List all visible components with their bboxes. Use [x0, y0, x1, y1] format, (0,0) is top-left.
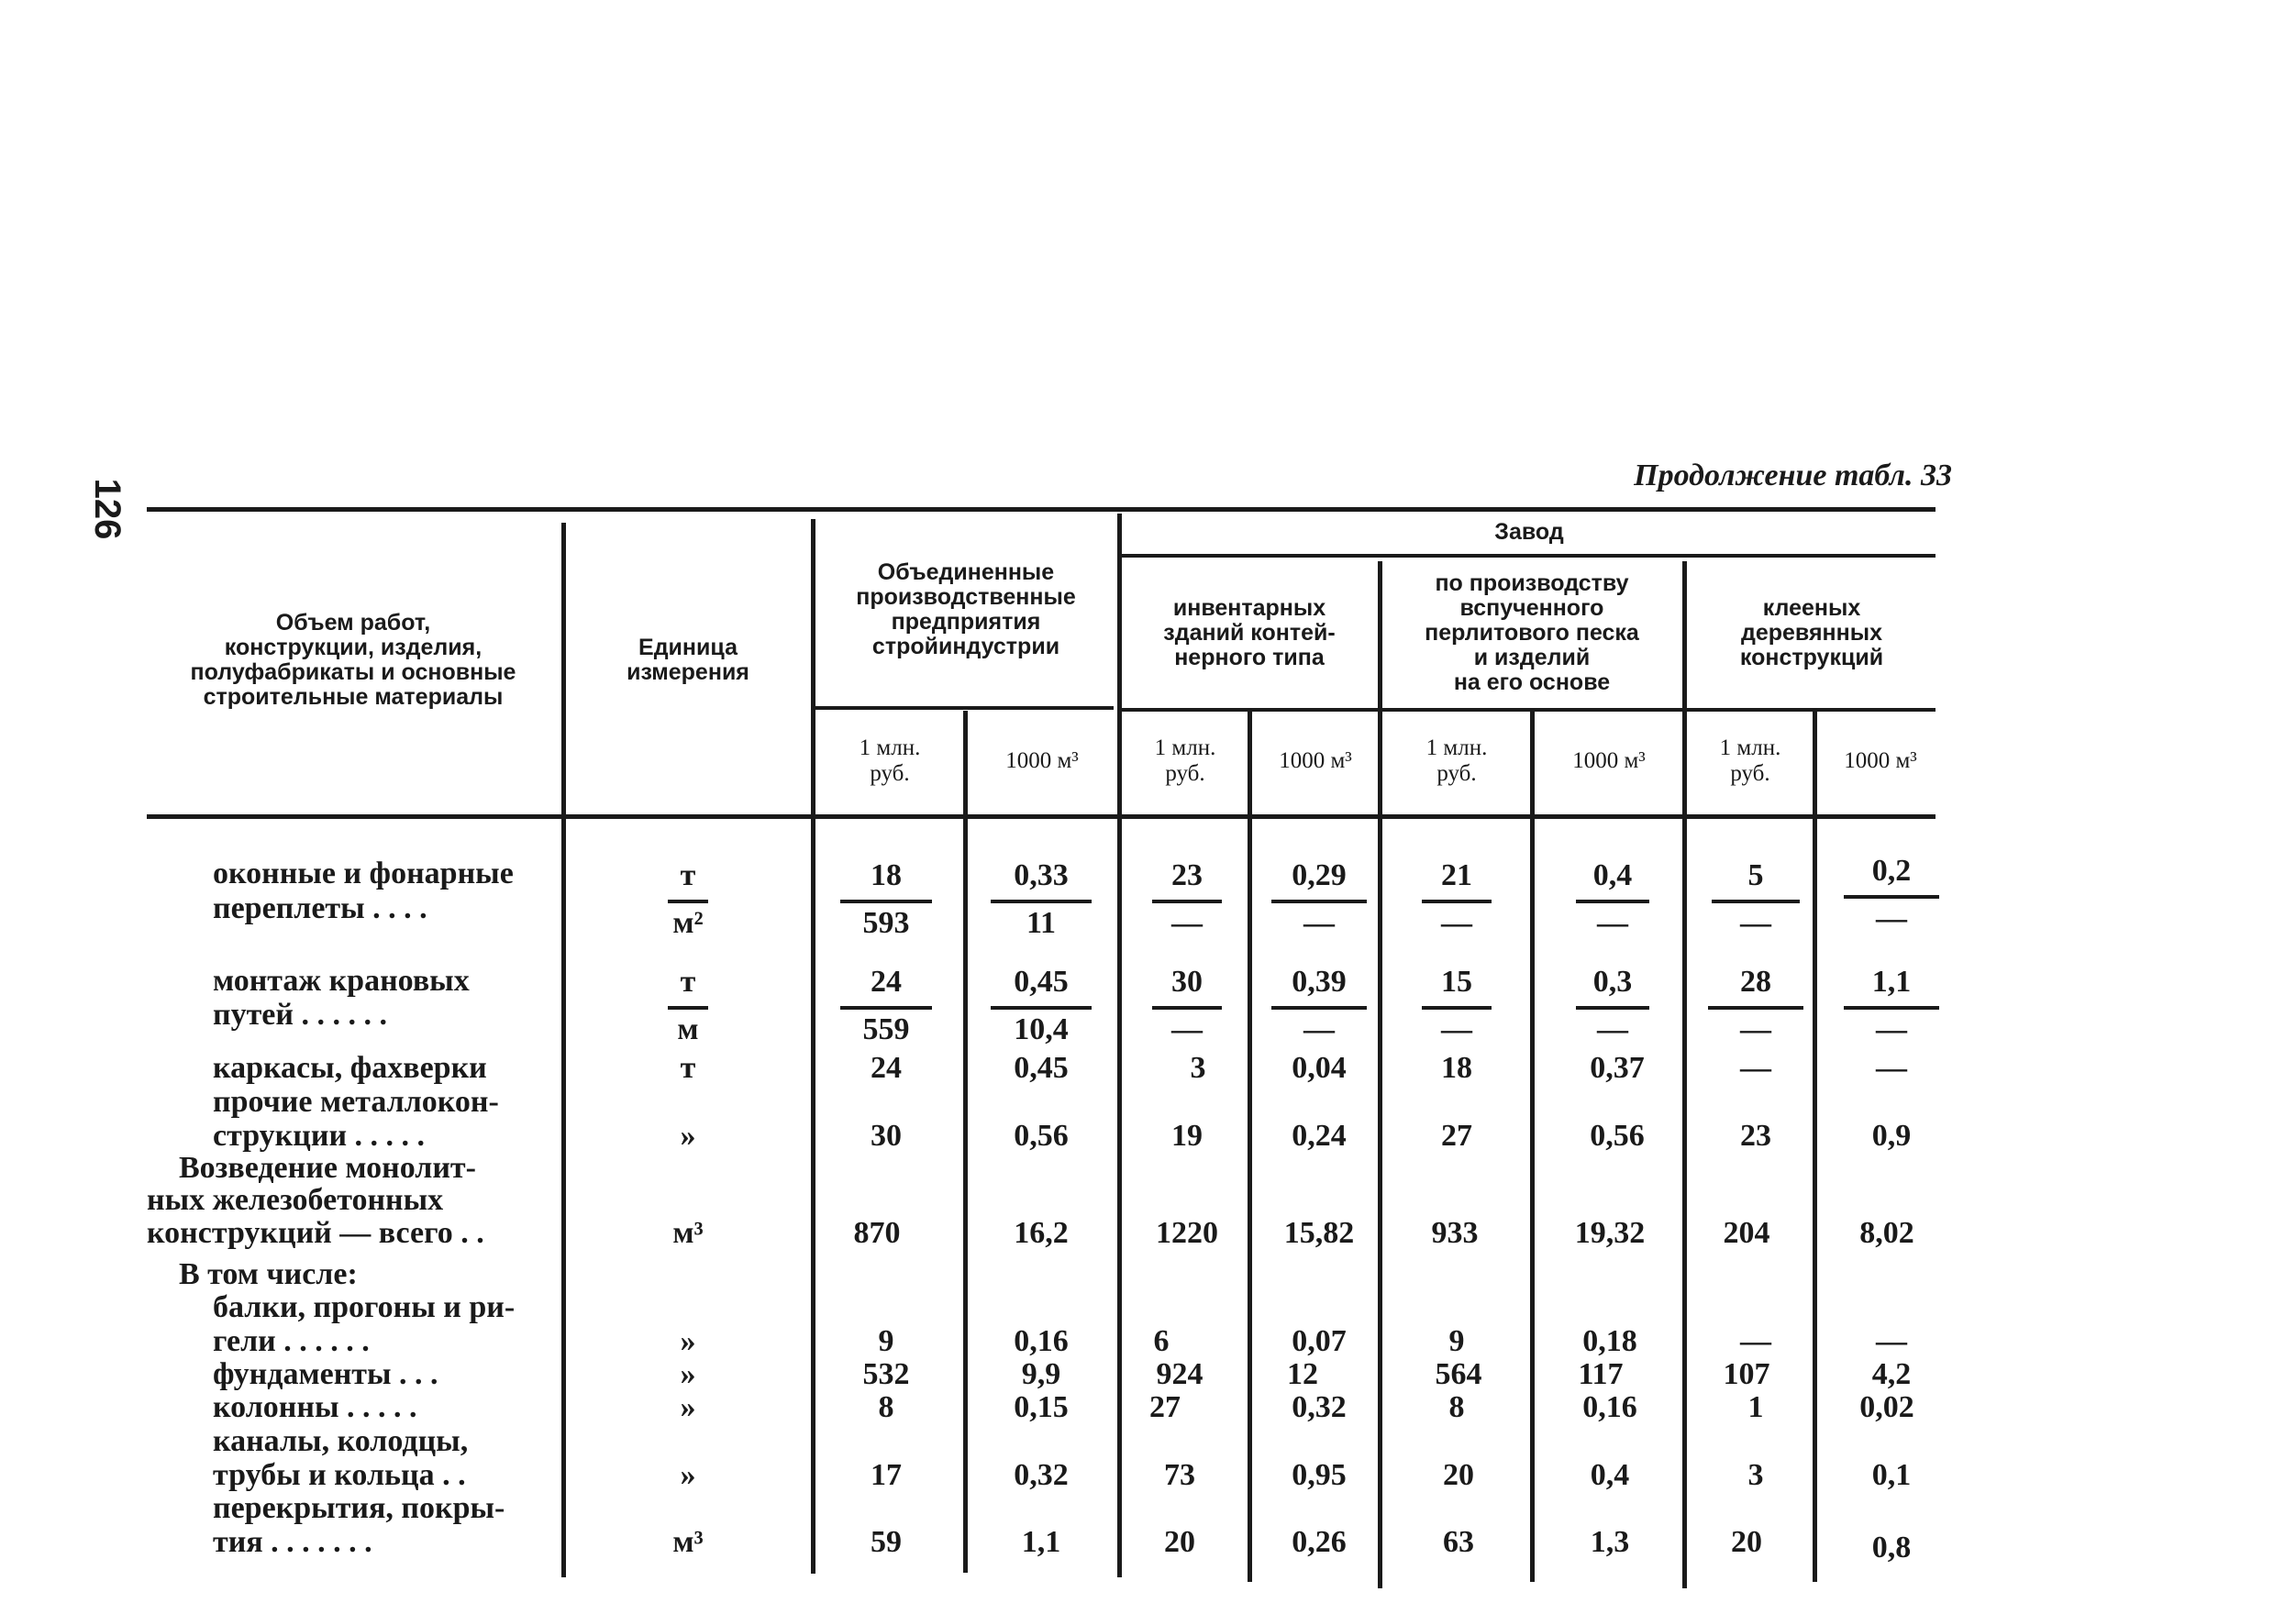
- value-cell: 117: [1578, 1357, 1624, 1391]
- value-fraction: [1152, 859, 1222, 951]
- row-label: каркасы, фахверки: [213, 1051, 487, 1085]
- table-top-rule: [147, 507, 1936, 512]
- fraction-bar: [1844, 1006, 1939, 1010]
- value-cell: 8,02: [1859, 1216, 1914, 1250]
- unit-cell: »: [680, 1390, 696, 1424]
- row-label: конструкций — всего . .: [147, 1216, 484, 1250]
- row-label: перекрытия, покры-: [213, 1491, 505, 1525]
- value-fraction: [1576, 859, 1649, 951]
- value-cell: 3: [1190, 1051, 1206, 1085]
- value-fraction: [1152, 966, 1222, 1057]
- table-caption: Продолжение табл. 33: [1634, 459, 1952, 492]
- fraction-bar: [1844, 895, 1939, 899]
- fraction-bar: [1271, 900, 1367, 903]
- value-cell: 0,07: [1292, 1324, 1347, 1358]
- fraction-bar: [1152, 1006, 1222, 1010]
- unit-cell: »: [680, 1458, 696, 1492]
- value-denominator: —: [1303, 906, 1335, 940]
- unit-numerator: т: [680, 965, 696, 999]
- subheader-mln-rub: 1 млн. руб.: [859, 735, 921, 786]
- factory-rule: [1121, 554, 1936, 558]
- value-numerator: 0,33: [1014, 858, 1069, 892]
- value-cell: 933: [1431, 1216, 1479, 1250]
- value-denominator: —: [1171, 906, 1203, 940]
- value-cell: —: [1876, 1324, 1907, 1358]
- row-label: оконные и фонарные: [213, 857, 514, 890]
- subheader-mln-rub: 1 млн. руб.: [1719, 735, 1781, 786]
- value-cell: 0,16: [1014, 1324, 1069, 1358]
- value-fraction: [1422, 966, 1492, 1057]
- header-unit-column: Единица измерения: [627, 635, 749, 685]
- value-cell: 0,04: [1292, 1051, 1347, 1085]
- unit-fraction: [642, 966, 734, 1057]
- row-label: гели . . . . . .: [213, 1324, 370, 1358]
- value-cell: 9: [878, 1324, 894, 1358]
- header-group-combined-enterprises: Объединенные производственные предприятия стройиндустрии: [856, 559, 1076, 659]
- value-cell: 924: [1156, 1357, 1203, 1391]
- value-cell: 8: [878, 1390, 894, 1424]
- value-fraction: [1271, 966, 1367, 1057]
- fraction-bar: [1422, 1006, 1492, 1010]
- value-denominator: —: [1740, 1012, 1771, 1046]
- header-bottom-rule: [147, 814, 1936, 819]
- value-cell: 0,37: [1590, 1051, 1645, 1085]
- value-cell: 73: [1164, 1458, 1195, 1492]
- value-cell: 0,1: [1871, 1458, 1912, 1492]
- row-label: прочие металлокон-: [213, 1085, 499, 1119]
- col-divider: [963, 711, 968, 1573]
- unit-numerator: т: [680, 858, 696, 892]
- value-cell: 204: [1723, 1216, 1770, 1250]
- value-denominator: —: [1597, 1012, 1628, 1046]
- value-cell: 107: [1723, 1357, 1770, 1391]
- value-numerator: 0,3: [1592, 965, 1633, 999]
- value-cell: 0,56: [1014, 1119, 1069, 1153]
- value-cell: 20: [1164, 1525, 1195, 1559]
- value-numerator: 18: [871, 858, 902, 892]
- value-cell: 20: [1731, 1525, 1762, 1559]
- value-denominator: —: [1876, 1012, 1907, 1046]
- value-denominator: —: [1441, 1012, 1472, 1046]
- value-cell: 6: [1153, 1324, 1170, 1358]
- unit-fraction: [642, 859, 734, 951]
- unit-cell: м³: [672, 1216, 704, 1250]
- value-cell: 0,24: [1292, 1119, 1347, 1153]
- fraction-bar: [840, 900, 932, 903]
- fraction-bar: [668, 1006, 708, 1010]
- fraction-bar: [668, 900, 708, 903]
- value-fraction: [1844, 855, 1939, 946]
- unit-cell: »: [680, 1119, 696, 1153]
- value-numerator: 0,2: [1871, 854, 1912, 888]
- row-label: трубы и кольца . .: [213, 1458, 466, 1492]
- value-cell: 0,02: [1859, 1390, 1914, 1424]
- fraction-bar: [1708, 1006, 1803, 1010]
- value-cell: 18: [1441, 1051, 1472, 1085]
- value-cell: —: [1876, 1051, 1907, 1085]
- value-cell: 19,32: [1574, 1216, 1646, 1250]
- value-cell: 16,2: [1014, 1216, 1069, 1250]
- value-cell: 4,2: [1871, 1357, 1912, 1391]
- row-label: Возведение монолит-: [179, 1151, 476, 1185]
- value-cell: 15,82: [1283, 1216, 1355, 1250]
- fraction-bar: [1712, 900, 1800, 903]
- value-cell: 1,3: [1590, 1525, 1630, 1559]
- value-denominator: —: [1171, 1012, 1203, 1046]
- row-label: каналы, колодцы,: [213, 1424, 469, 1458]
- row-label: В том числе:: [179, 1257, 358, 1291]
- value-cell: 27: [1149, 1390, 1181, 1424]
- value-fraction: [1844, 966, 1939, 1057]
- value-denominator: —: [1740, 906, 1771, 940]
- col-divider: [1378, 561, 1382, 1588]
- page-number: 126: [87, 478, 128, 540]
- col-divider: [1530, 711, 1535, 1582]
- value-cell: 19: [1171, 1119, 1203, 1153]
- value-fraction: [991, 966, 1092, 1057]
- fraction-bar: [991, 1006, 1092, 1010]
- value-cell: 870: [853, 1216, 901, 1250]
- value-fraction: [1712, 859, 1800, 951]
- col-divider: [1813, 711, 1817, 1582]
- header-group-container-buildings: инвентарных зданий контей- нерного типа: [1163, 594, 1336, 670]
- value-cell: 0,32: [1014, 1458, 1069, 1492]
- fraction-bar: [1576, 900, 1649, 903]
- row-label: монтаж крановых: [213, 964, 470, 998]
- value-numerator: 5: [1747, 858, 1764, 892]
- value-cell: 59: [871, 1525, 902, 1559]
- value-fraction: [1271, 859, 1367, 951]
- subheader-1000-m3: 1000 м³: [1844, 748, 1917, 773]
- header-group-glued-timber: клееных деревянных конструкций: [1739, 594, 1884, 670]
- value-fraction: [840, 859, 932, 951]
- value-cell: 24: [871, 1051, 902, 1085]
- value-cell: 63: [1443, 1525, 1474, 1559]
- row-label: путей . . . . . .: [213, 998, 387, 1032]
- value-cell: 564: [1435, 1357, 1482, 1391]
- value-numerator: 0,39: [1292, 965, 1347, 999]
- unit-denominator: м²: [672, 906, 704, 940]
- value-fraction: [991, 859, 1092, 951]
- value-cell: 1220: [1156, 1216, 1218, 1250]
- value-cell: 0,8: [1871, 1531, 1912, 1564]
- col-divider: [1117, 514, 1122, 1577]
- value-cell: 30: [871, 1119, 902, 1153]
- fraction-bar: [991, 900, 1092, 903]
- value-denominator: 593: [862, 906, 910, 940]
- value-numerator: 23: [1171, 858, 1203, 892]
- fraction-bar: [1271, 1006, 1367, 1010]
- value-cell: 17: [871, 1458, 902, 1492]
- row-label: тия . . . . . . .: [213, 1525, 372, 1559]
- subheader-mln-rub: 1 млн. руб.: [1425, 735, 1488, 786]
- subheader-1000-m3: 1000 м³: [1005, 748, 1079, 773]
- value-fraction: [1576, 966, 1649, 1057]
- value-numerator: 24: [871, 965, 902, 999]
- value-numerator: 28: [1740, 965, 1771, 999]
- row-label: фундаменты . . .: [213, 1357, 438, 1391]
- header-group-perlite: по производству вспученного перлитового песка и изделий на его основе: [1425, 569, 1639, 695]
- value-cell: —: [1740, 1324, 1771, 1358]
- value-cell: 1: [1747, 1390, 1764, 1424]
- value-cell: 0,95: [1292, 1458, 1347, 1492]
- row-label: переплеты . . . .: [213, 891, 427, 925]
- value-cell: 8: [1448, 1390, 1465, 1424]
- value-denominator: —: [1303, 1012, 1335, 1046]
- value-numerator: 0,45: [1014, 965, 1069, 999]
- fraction-bar: [1152, 900, 1222, 903]
- unit-cell: м³: [672, 1525, 704, 1559]
- value-fraction: [1708, 966, 1803, 1057]
- value-numerator: 21: [1441, 858, 1472, 892]
- value-denominator: 11: [1026, 906, 1057, 940]
- value-cell: 3: [1747, 1458, 1764, 1492]
- value-cell: 0,9: [1871, 1119, 1912, 1153]
- value-numerator: 15: [1441, 965, 1472, 999]
- subheader-mln-rub: 1 млн. руб.: [1154, 735, 1216, 786]
- col-divider: [1248, 711, 1252, 1582]
- header-work-column: Объем работ, конструкции, изделия, полуфабрикаты и основные строительные материалы: [190, 610, 516, 710]
- value-denominator: —: [1597, 906, 1628, 940]
- value-cell: 27: [1441, 1119, 1472, 1153]
- fraction-bar: [840, 1006, 932, 1010]
- value-cell: 20: [1443, 1458, 1474, 1492]
- value-numerator: 0,29: [1292, 858, 1347, 892]
- value-denominator: 559: [862, 1012, 910, 1046]
- col-divider: [561, 523, 566, 1577]
- col-divider: [811, 519, 815, 1574]
- value-cell: 0,26: [1292, 1525, 1347, 1559]
- value-cell: 532: [862, 1357, 910, 1391]
- fraction-bar: [1422, 900, 1492, 903]
- value-fraction: [1422, 859, 1492, 951]
- value-cell: 0,45: [1014, 1051, 1069, 1085]
- unit-cell: »: [680, 1324, 696, 1358]
- row-label: струкции . . . . .: [213, 1119, 426, 1153]
- value-cell: 0,32: [1292, 1390, 1347, 1424]
- value-cell: 9,9: [1021, 1357, 1061, 1391]
- value-fraction: [840, 966, 932, 1057]
- row-label: ных железобетонных: [147, 1183, 444, 1217]
- header-factory: Завод: [1494, 518, 1564, 545]
- row-label: колонны . . . . .: [213, 1390, 417, 1424]
- value-cell: 0,4: [1590, 1458, 1630, 1492]
- value-cell: 0,16: [1582, 1390, 1637, 1424]
- value-denominator: —: [1441, 906, 1472, 940]
- value-denominator: —: [1876, 901, 1907, 935]
- value-numerator: 0,4: [1592, 858, 1633, 892]
- subheader-1000-m3: 1000 м³: [1279, 748, 1352, 773]
- value-cell: 23: [1740, 1119, 1771, 1153]
- unit-cell: т: [680, 1051, 696, 1085]
- value-cell: 9: [1448, 1324, 1465, 1358]
- value-cell: 0,15: [1014, 1390, 1069, 1424]
- unit-denominator: м: [677, 1012, 699, 1046]
- value-cell: 12: [1287, 1357, 1318, 1391]
- col-divider: [1682, 561, 1687, 1588]
- value-numerator: 30: [1171, 965, 1203, 999]
- value-cell: —: [1740, 1051, 1771, 1085]
- value-cell: 1,1: [1021, 1525, 1061, 1559]
- value-cell: 0,18: [1582, 1324, 1637, 1358]
- value-numerator: 1,1: [1871, 965, 1912, 999]
- value-denominator: 10,4: [1014, 1012, 1069, 1046]
- value-cell: 0,56: [1590, 1119, 1645, 1153]
- row-label: балки, прогоны и ри-: [213, 1290, 516, 1324]
- group1-rule: [813, 706, 1114, 710]
- fraction-bar: [1576, 1006, 1649, 1010]
- subheader-1000-m3: 1000 м³: [1572, 748, 1646, 773]
- unit-cell: »: [680, 1357, 696, 1391]
